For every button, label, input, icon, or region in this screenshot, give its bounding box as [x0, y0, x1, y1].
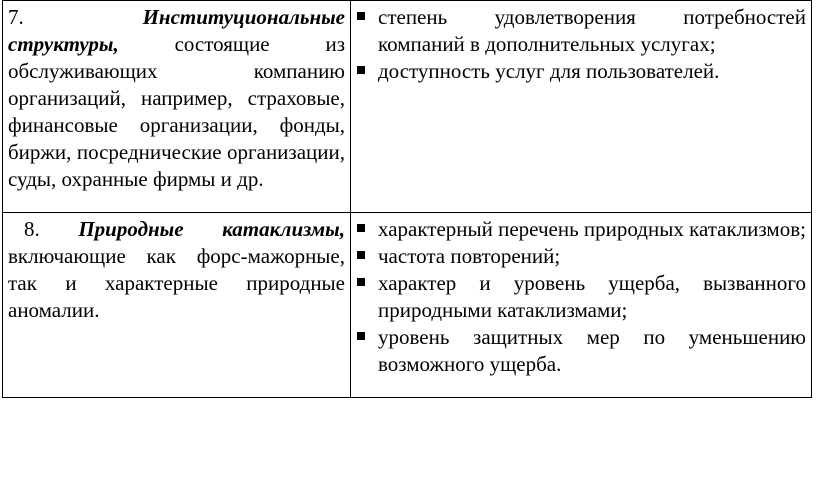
factor-cell-7 — [3, 1, 351, 213]
factor-number: 8. — [24, 217, 40, 241]
factor-description: включающие как форс-мажорные, так и характерные природные аномалии. — [8, 244, 345, 322]
factors-table — [2, 0, 812, 398]
square-bullet-icon — [357, 224, 365, 232]
table-row-7 — [3, 1, 812, 213]
criteria-cell-8 — [351, 213, 812, 398]
list-item — [356, 216, 806, 243]
factor-cell-8 — [3, 213, 351, 398]
square-bullet-icon — [357, 12, 365, 20]
square-bullet-icon — [357, 251, 365, 259]
factor-number: 7. — [8, 5, 24, 29]
factor-title: Институциональные структуры, — [8, 5, 345, 56]
square-bullet-icon — [357, 278, 365, 286]
factor-description: состоящие из обслуживающих компанию организаций, например, страховые, финансовые организации, фонды, биржи, посреднические организации, суды, охранные фирмы и др. — [8, 32, 345, 191]
criterion-text: доступность услуг для пользователей. — [378, 59, 720, 83]
list-item — [356, 4, 806, 58]
criterion-text: частота повторений; — [378, 244, 561, 268]
criterion-text: характер и уровень ущерба, вызванного природными катаклизмами; — [378, 271, 806, 322]
criteria-list — [356, 216, 806, 378]
list-item — [356, 324, 806, 378]
square-bullet-icon — [357, 332, 365, 340]
square-bullet-icon — [357, 66, 365, 74]
list-item — [356, 58, 806, 85]
factor-title: Природные катаклизмы, — [78, 217, 345, 241]
list-item — [356, 270, 806, 324]
criterion-text: уровень защитных мер по уменьшению возможного ущерба. — [378, 325, 806, 376]
criterion-text: степень удовлетворения потребностей компаний в дополнительных услугах; — [378, 5, 806, 56]
criterion-text: характерный перечень природных катаклизмов; — [378, 217, 806, 241]
criteria-cell-7 — [351, 1, 812, 213]
criteria-list — [356, 4, 806, 85]
table-row-8 — [3, 213, 812, 398]
list-item — [356, 243, 806, 270]
